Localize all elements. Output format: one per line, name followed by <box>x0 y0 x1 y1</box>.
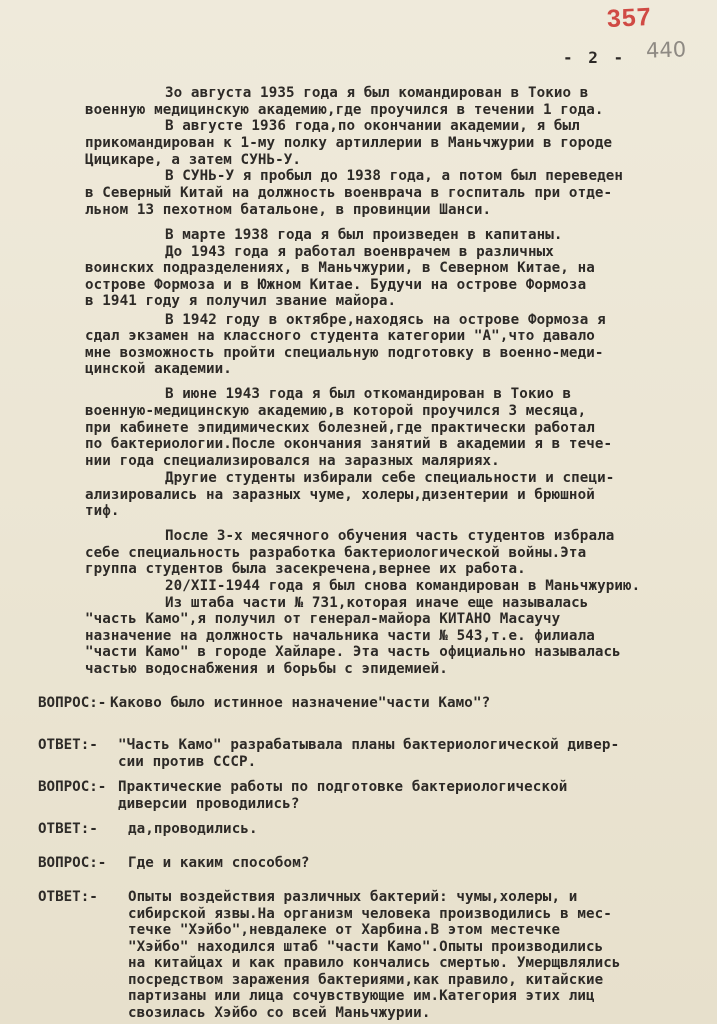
answer-text: на китайцах и как правило кончались смертью. Умерщвлялись <box>128 955 621 971</box>
body-line: В СУНЬ-У я пробыл до 1938 года, а потом был переведен <box>165 168 624 184</box>
body-line: тиф. <box>85 503 120 519</box>
body-line: цинской академии. <box>85 361 232 377</box>
body-line: "часть Камо",я получил от генерал-майора КИТАНО Масаучу <box>85 611 561 627</box>
body-line: Другие студенты избирали себе специальности и специ- <box>165 470 615 486</box>
body-line: в Северный Китай на должность военврача в госпиталь при отде- <box>85 185 613 201</box>
body-line: прикомандирован к 1-му полку артиллерии в Маньчжурии в городе <box>85 135 613 151</box>
answer-label: ОТВЕТ:- <box>38 889 98 905</box>
body-line: в 1941 году я получил звание майора. <box>85 293 397 309</box>
question-text: Каково было истинное назначение"части Камо"? <box>110 695 491 711</box>
page-number: - 2 - <box>563 48 627 67</box>
answer-text: партизаны или лица сочувствующие им.Категория этих лиц <box>128 988 595 1004</box>
answer-text: свозилась Хэйбо со всей Маньчжурии. <box>128 1005 431 1021</box>
body-line: Цицикаре, а затем СУНЬ-У. <box>85 152 302 168</box>
body-line: по бактериологии.После окончания занятий в академии я в тече- <box>85 436 613 452</box>
body-line: "части Камо" в городе Хайларе. Эта часть официально называлась <box>85 644 621 660</box>
pencil-page-number: 440 <box>645 37 687 63</box>
body-line: Из штаба части № 731,которая иначе еще называлась <box>165 595 589 611</box>
body-line: После 3-х месячного обучения часть студентов избрала <box>165 528 615 544</box>
question-text: Практические работы по подготовке бактериологической <box>118 779 568 795</box>
body-line: льном 13 пехотном батальоне, в провинции Шанси. <box>85 202 492 218</box>
answer-text: посредством заражения бактериями,как правило, китайские <box>128 972 604 988</box>
answer-text: течке "Хэйбо",невдалеке от Харбина.В этом местечке <box>128 922 561 938</box>
body-line: В марте 1938 года я был произведен в капитаны. <box>165 227 563 243</box>
body-line: военную-медицинскую академию,в которой проучился 3 месяца, <box>85 403 587 419</box>
body-line: 3о августа 1935 года я был командирован в Токио в <box>165 85 589 101</box>
body-line: мне возможность пройти специальную подготовку в военно-меди- <box>85 345 604 361</box>
body-line: себе специальность разработка бактериологической войны.Эта <box>85 545 587 561</box>
body-line: В 1942 году в октябре,находясь на острове Формоза я <box>165 312 606 328</box>
body-line: В июне 1943 года я был откомандирован в Токио в <box>165 386 572 402</box>
body-line: частью водоснабжения и борьбы с эпидемией. <box>85 661 448 677</box>
body-line: сдал экзамен на классного студента категории "А",что давало <box>85 328 595 344</box>
answer-label: ОТВЕТ:- <box>38 737 98 753</box>
body-line: военную медицинскую академию,где проучился в течении 1 года. <box>85 102 604 118</box>
body-line: при кабинете эпидимических болезней,где практически работал <box>85 420 595 436</box>
body-line: назначение на должность начальника части № 543,т.е. филиала <box>85 628 595 644</box>
answer-text: сии против СССР. <box>118 754 257 770</box>
question-label: ВОПРОС:- <box>38 779 107 795</box>
body-line: 20/ХII-1944 года я был снова командирован в Маньчжурию. <box>165 578 641 594</box>
body-line: ализировались на заразных чуме, холеры,дизентерии и брюшной <box>85 487 595 503</box>
answer-text: "Хэйбо" находился штаб "части Камо".Опыты производились <box>128 939 604 955</box>
answer-text: да,проводились. <box>128 821 258 837</box>
question-text: диверсии проводились? <box>118 796 300 812</box>
body-line: группа студентов была засекречена,вернее их работа. <box>85 561 526 577</box>
question-label: ВОПРОС:- <box>38 855 107 871</box>
question-text: Где и каким способом? <box>128 855 310 871</box>
body-line: До 1943 года я работал военврачем в различных <box>165 244 554 260</box>
body-line: В августе 1936 года,по окончании академии, я был <box>165 118 580 134</box>
archive-page-stamp: 357 <box>606 2 653 34</box>
answer-label: ОТВЕТ:- <box>38 821 98 837</box>
answer-text: Опыты воздействия различных бактерий: чумы,холеры, и <box>128 889 578 905</box>
answer-text: "Часть Камо" разрабатывала планы бактериологической дивер- <box>118 737 620 753</box>
body-line: воинских подразделениях, в Маньчжурии, в Северном Китае, на <box>85 260 595 276</box>
answer-text: сибирской язвы.На организм человека производились в мес- <box>128 906 612 922</box>
question-label: ВОПРОС:- <box>38 695 107 711</box>
body-line: нии года специализировался на заразных маляриях. <box>85 453 500 469</box>
body-line: острове Формоза и в Южном Китае. Будучи на острове Формоза <box>85 277 587 293</box>
